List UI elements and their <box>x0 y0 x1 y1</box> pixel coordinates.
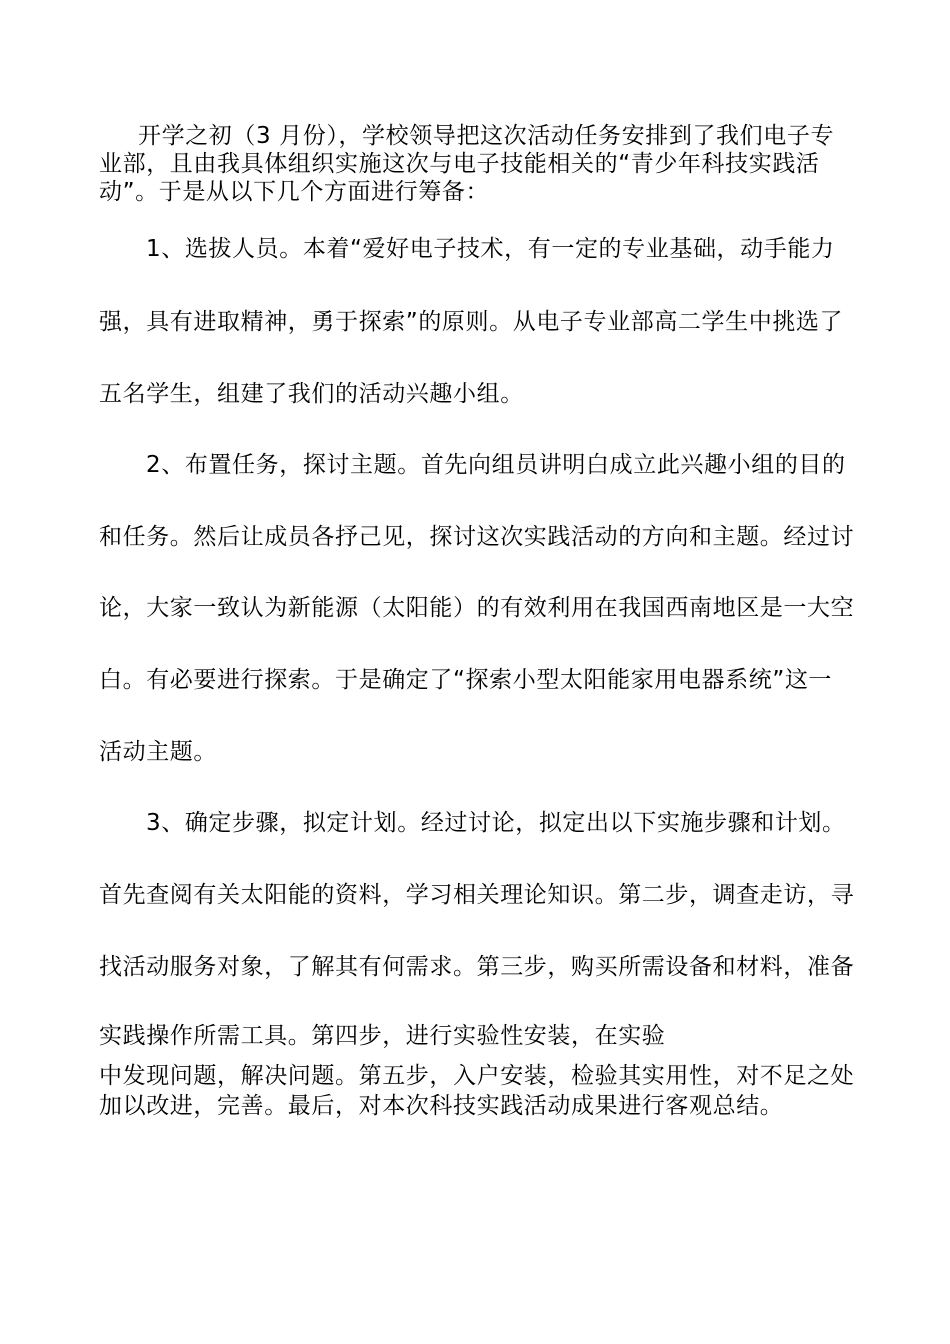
text-line-10: 白。有必要进行探索。于是确定了“探索小型太阳能家用电器系统”这一 <box>99 667 833 693</box>
text-line-2: 业部，且由我具体组织实施这次与电子技能相关的“青少年科技实践活 <box>99 151 820 177</box>
text-line-13: 首先查阅有关太阳能的资料，学习相关理论知识。第二步，调查走访，寻 <box>99 882 855 908</box>
text-line-9: 论，大家一致认为新能源（太阳能）的有效利用在我国西南地区是一大空 <box>99 595 855 621</box>
text-line-5: 强，具有进取精神，勇于探索”的原则。从电子专业部高二学生中挑选了 <box>99 309 844 335</box>
text-line-4: 1、选拔人员。本着“爱好电子技术，有一定的专业基础，动手能力 <box>146 236 835 262</box>
text-line-11: 活动主题。 <box>99 739 217 765</box>
text-line-14: 找活动服务对象，了解其有何需求。第三步，购买所需设备和材料，准备 <box>99 954 855 980</box>
text-line-16: 中发现问题，解决问题。第五步，入户安装，检验其实用性，对不足之处 <box>99 1063 855 1089</box>
text-line-12: 3、确定步骤，拟定计划。经过讨论，拟定出以下实施步骤和计划。 <box>146 810 846 836</box>
text-line-7: 2、布置任务，探讨主题。首先向组员讲明白成立此兴趣小组的目的 <box>146 452 846 478</box>
text-line-1: 开学之初（3 月份），学校领导把这次活动任务安排到了我们电子专 <box>138 123 835 149</box>
text-line-8: 和任务。然后让成员各抒己见，探讨这次实践活动的方向和主题。经过讨 <box>99 524 855 550</box>
text-line-3: 动”。于是从以下几个方面进行筹备： <box>99 179 490 205</box>
text-line-15: 实践操作所需工具。第四步，进行实验性安装，在实验 <box>99 1023 666 1049</box>
text-line-17: 加以改进，完善。最后，对本次科技实践活动成果进行客观总结。 <box>99 1093 784 1119</box>
text-line-6: 五名学生，组建了我们的活动兴趣小组。 <box>99 381 524 407</box>
